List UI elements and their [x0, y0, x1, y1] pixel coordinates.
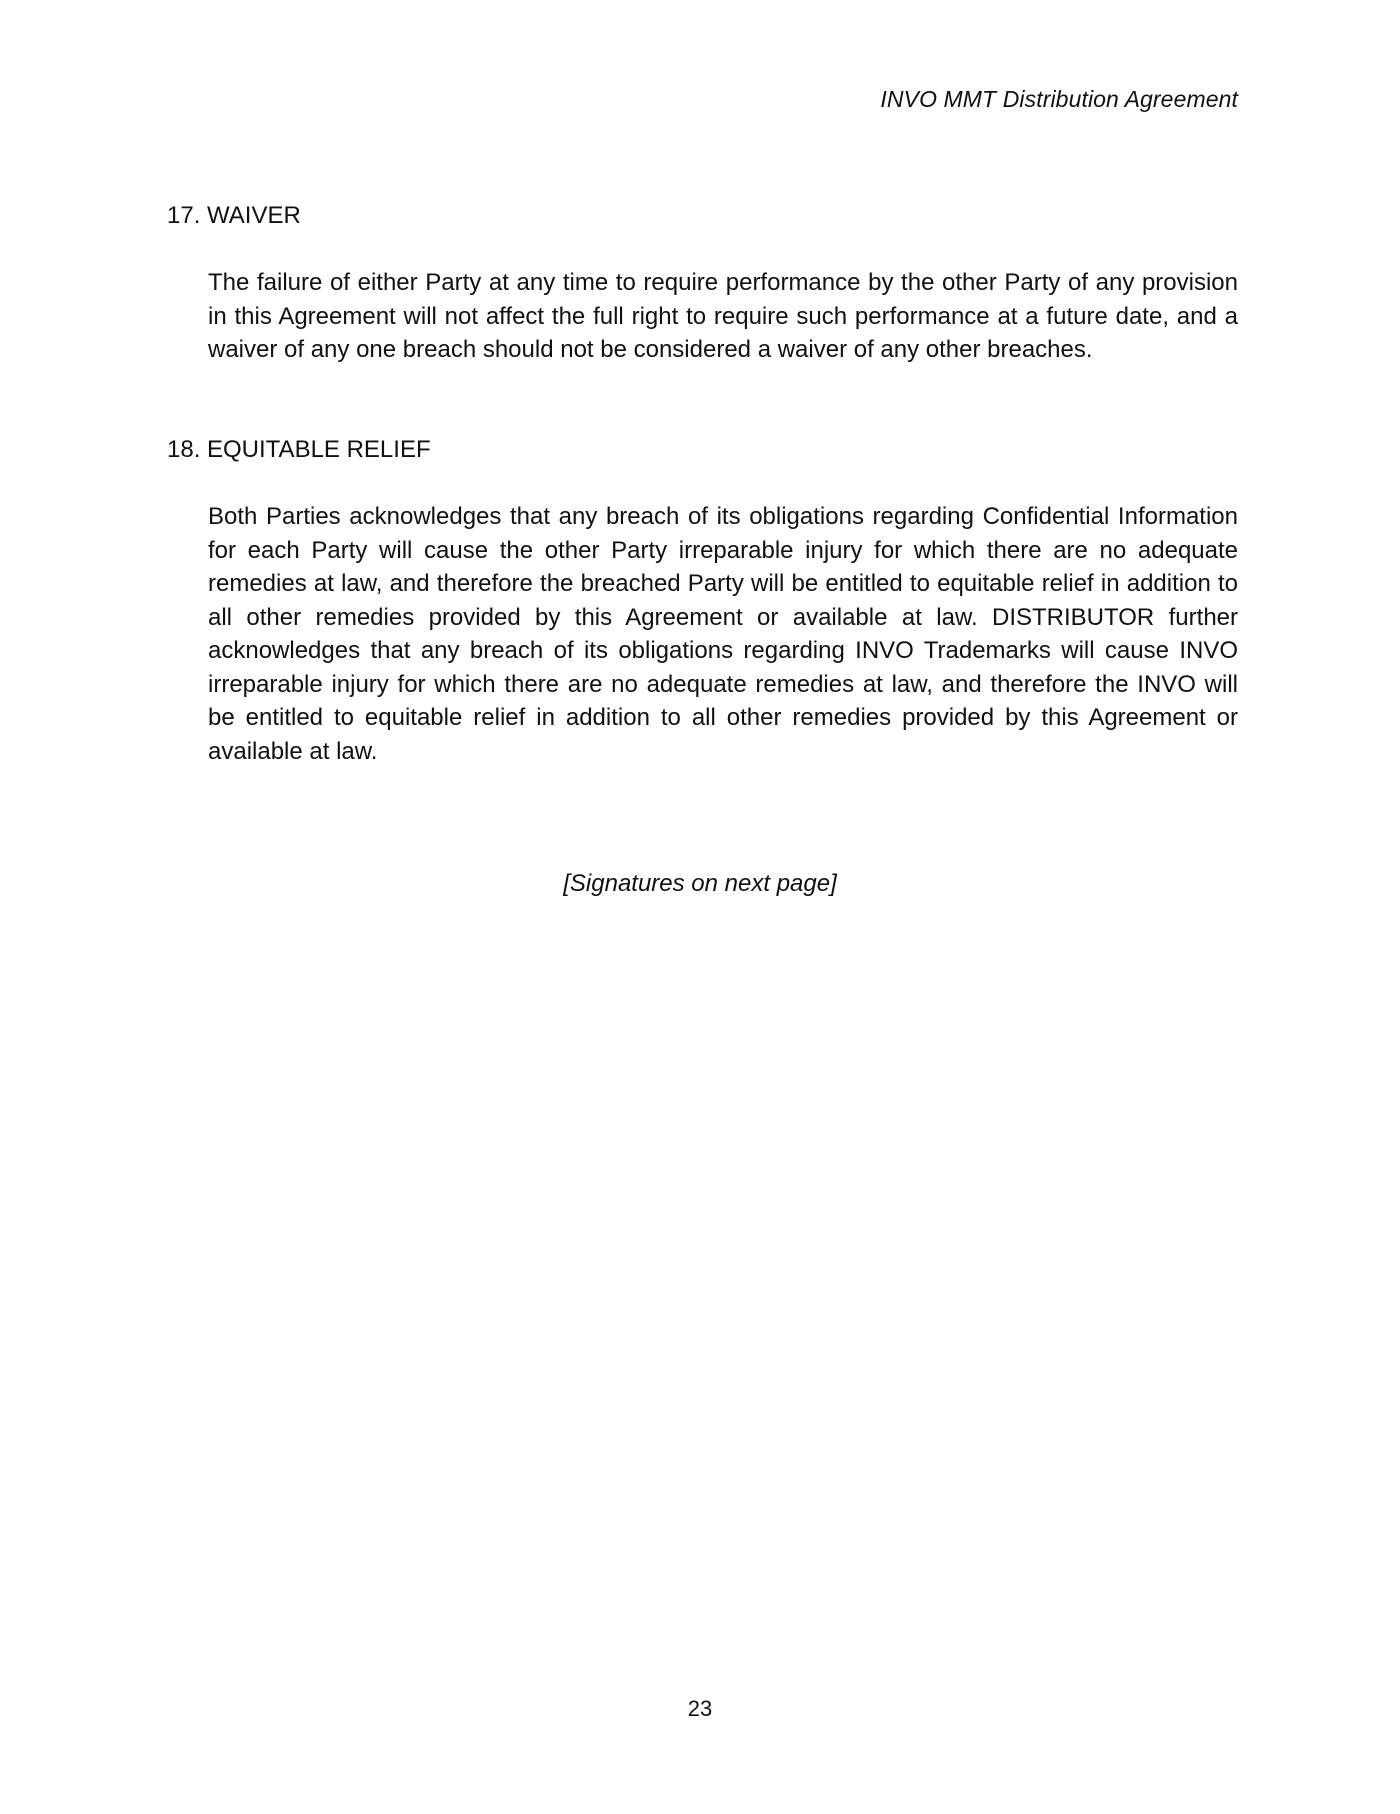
section-body-equitable-relief: Both Parties acknowledges that any breach of its obligations regarding Confidential Information for each Party will cause the other Party irreparable injury for which there are no adequate remedies at law, and therefore the breached Party will be entitled to equitable relief in addition to all other remedies provided by this Agreement or available at law. DISTRIBUTOR further acknowledges that any breach of its obligations regarding INVO Trademarks will cause INVO irreparable injury for which there are no adequate remedies at law, and therefore the INVO will be entitled to equitable relief in addition to all other remedies provided by this Agreement or available at law.: [208, 503, 1238, 765]
section-title: EQUITABLE RELIEF: [207, 436, 431, 463]
section-number: 17.: [167, 202, 201, 229]
section-body-waiver: The failure of either Party at any time to require performance by the other Party of any provision in this Agreement will not affect the full right to require such performance at a future date, and a waiver of any one breach should not be considered a waiver of any other breaches.: [208, 269, 1238, 363]
section-heading-equitable-relief: [167, 436, 431, 464]
running-header: INVO MMT Distribution Agreement: [880, 86, 1238, 112]
section-number: 18.: [167, 436, 201, 463]
page-number: 23: [687, 1696, 713, 1721]
signature-note: [Signatures on next page]: [563, 870, 837, 897]
section-heading-waiver: [167, 202, 301, 230]
section-title: WAIVER: [207, 202, 301, 229]
